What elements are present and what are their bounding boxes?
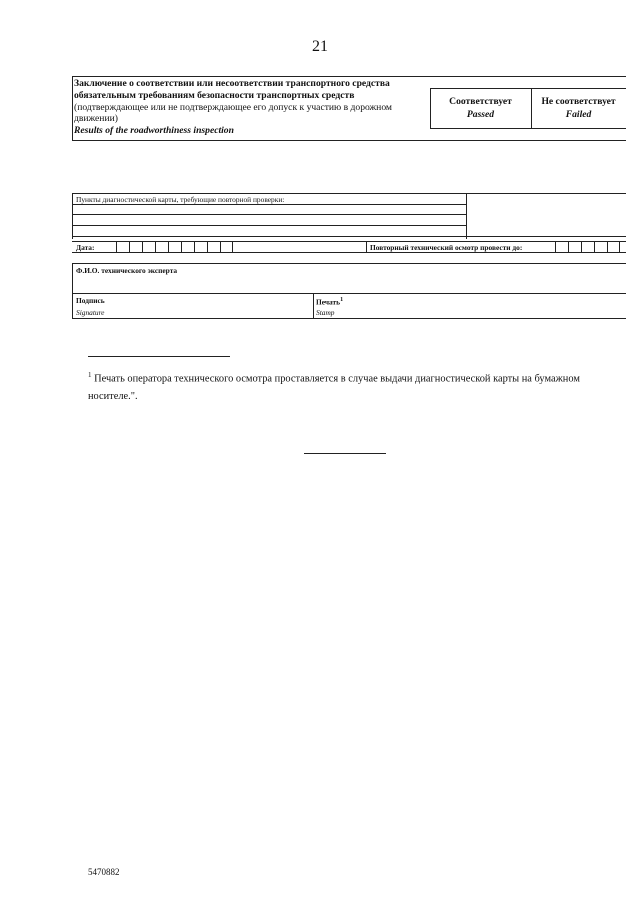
date-cell[interactable]	[116, 241, 129, 252]
reinspection-label: Повторный технический осмотр провести до:	[370, 243, 523, 252]
conclusion-bottom-border	[72, 140, 626, 141]
reinspection-divider	[366, 241, 367, 252]
expert-row-top	[72, 263, 626, 264]
date-row-bottom	[72, 252, 626, 253]
conclusion-left-border	[72, 76, 73, 141]
reinspection-date-cell[interactable]	[568, 241, 581, 252]
conclusion-text	[74, 78, 424, 137]
conclusion-title: Заключение о соответствии или несоответствии транспортного средства обязательным требованиям безопасности транспортных средств	[74, 78, 390, 101]
recheck-line-3[interactable]	[72, 225, 466, 226]
signature-row-bottom	[72, 318, 626, 319]
expert-left-border	[72, 263, 73, 319]
date-cells[interactable]	[116, 241, 233, 252]
recheck-top-border	[72, 193, 626, 194]
result-box-top	[430, 88, 626, 89]
date-cell[interactable]	[220, 241, 233, 252]
recheck-right-border	[466, 193, 467, 239]
page-number: 21	[312, 38, 328, 55]
reinspection-date-cell[interactable]	[607, 241, 620, 252]
recheck-line-2[interactable]	[72, 214, 466, 215]
date-cell[interactable]	[181, 241, 194, 252]
recheck-label: Пункты диагностической карты, требующие повторной проверки:	[76, 195, 285, 204]
end-rule	[304, 453, 386, 454]
recheck-line-1[interactable]	[72, 204, 466, 205]
conclusion-subtitle: (подтверждающее или не подтверждающее его допуск к участию в дорожном движении)	[74, 101, 393, 125]
failed-label-ru: Не соответствует	[541, 96, 616, 107]
reinspection-date-cell[interactable]	[555, 241, 568, 252]
signature-stamp-divider	[313, 293, 314, 319]
stamp-footnote-ref: 1	[340, 297, 344, 303]
date-cell[interactable]	[129, 241, 142, 252]
reinspection-date-cell[interactable]	[594, 241, 607, 252]
stamp-label	[316, 296, 343, 306]
footnote-number: 1	[88, 371, 92, 379]
document-number: 5470882	[88, 867, 120, 877]
failed-box[interactable]	[531, 95, 626, 121]
date-cell[interactable]	[155, 241, 168, 252]
date-cell[interactable]	[194, 241, 207, 252]
passed-label-ru: Соответствует	[449, 96, 512, 107]
date-cell[interactable]	[142, 241, 155, 252]
footnote-separator	[88, 356, 230, 357]
recheck-left-border	[72, 193, 73, 239]
date-cell[interactable]	[207, 241, 220, 252]
stamp-label-en: Stamp	[316, 308, 335, 317]
result-box-bottom	[430, 128, 626, 129]
footnote	[88, 366, 608, 406]
reinspection-date-cells[interactable]	[555, 241, 620, 252]
footnote-text: Печать оператора технического осмотра проставляется в случае выдачи диагностической карты на бумажном носителе.".	[88, 373, 580, 403]
date-cell[interactable]	[168, 241, 181, 252]
expert-row-bottom[interactable]	[72, 293, 626, 294]
expert-label: Ф.И.О. технического эксперта	[76, 266, 178, 275]
signature-label-ru: Подпись	[76, 296, 105, 305]
passed-label-en: Passed	[466, 109, 495, 120]
conclusion-top-border	[72, 76, 626, 77]
conclusion-title-en: Results of the roadworthiness inspection	[74, 125, 234, 137]
passed-box[interactable]	[430, 95, 531, 121]
recheck-bottom-border	[72, 236, 626, 237]
date-label: Дата:	[76, 243, 95, 252]
failed-label-en: Failed	[565, 109, 592, 120]
signature-label-en: Signature	[76, 308, 105, 317]
reinspection-date-cell[interactable]	[581, 241, 594, 252]
stamp-label-ru: Печать	[316, 297, 341, 307]
